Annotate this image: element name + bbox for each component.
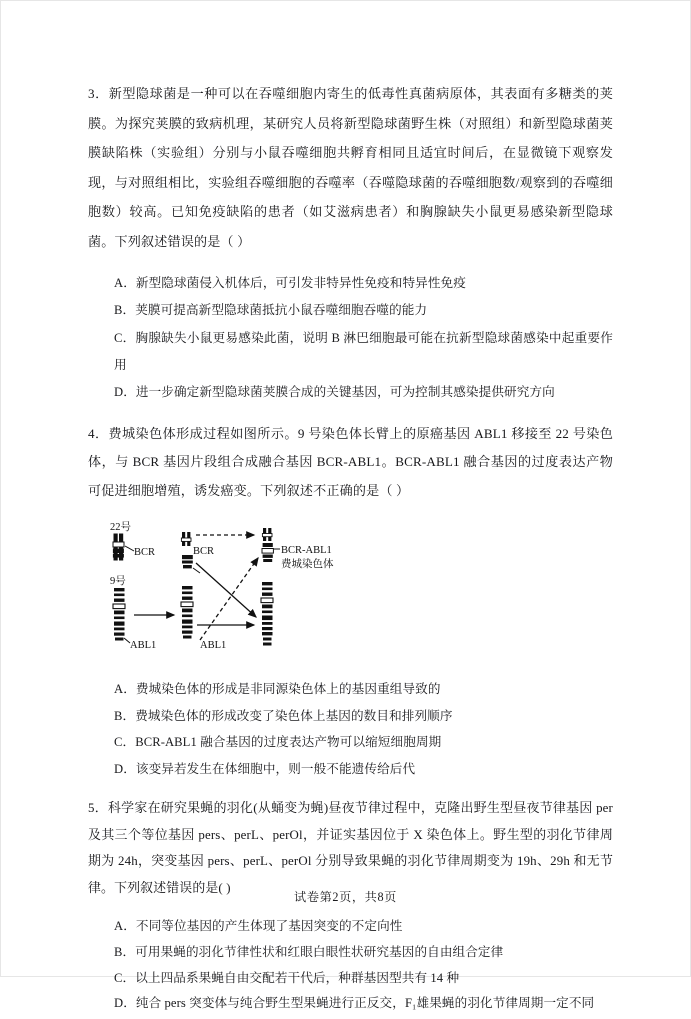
question-5-stem: 5．科学家在研究果蝇的羽化(从蛹变为蝇)昼夜节律过程中，克隆出野生型昼夜节律基因 per 及其三个等位基因 pers、perL、perOl，并证实基因位于 X 染色体上。野生型的羽化节律周期为 24h，突变基因 pers、perL、perOl 分别导致果蝇的羽化节律周期变为 19h、29h 和无节律。下列叙述错误的是( ) [88, 801, 613, 895]
label-abl1-mid: ABL1 [200, 640, 227, 652]
question-4-stem: 4．费城染色体形成过程如图所示。9 号染色体长臂上的原癌基因 ABL1 移接至 22 号染色体，与 BCR 基因片段组合成融合基因 BCR-ABL1。BCR-ABL1 融合基因的过度表达产物可促进细胞增殖，诱发癌变。下列叙述不正确的是（ ） [88, 425, 613, 498]
label-abl1-left: ABL1 [130, 640, 157, 652]
label-bcr-mid: BCR [193, 546, 215, 558]
question-5 [88, 795, 613, 1016]
philadelphia-chromosome [262, 528, 273, 562]
question-4-option-d[interactable]: D．该变异若发生在体细胞中，则一般不能遗传给后代 [114, 761, 416, 776]
chromosome-22-broken [181, 532, 192, 568]
label-bcr-abl1: BCR-ABL1 [281, 545, 332, 557]
question-3-option-a[interactable]: A．新型隐球菌侵入机体后，可引发非特异性免疫和特异性免疫 [114, 275, 466, 290]
question-3-stem: 3．新型隐球菌是一种可以在吞噬细胞内寄生的低毒性真菌病原体，其表面有多糖类的荚膜。为探究荚膜的致病机理，某研究人员将新型隐球菌野生株（对照组）和新型隐球菌荚膜缺陷株（实验组）分别与小鼠吞噬细胞共孵育相同且适宜时间后，在显微镜下观察发现，与对照组相比，实验组吞噬细胞的吞噬率（吞噬隐球菌的吞噬细胞数/观察到的吞噬细胞数）较高。已知免疫缺陷的患者（如艾滋病患者）和胸腺缺失小鼠更易感染新型隐球菌。下列叙述错误的是（ ） [88, 86, 613, 250]
question-3-option-d[interactable]: D．进一步确定新型隐球菌荚膜合成的关键基因，可为控制其感染提供研究方向 [114, 385, 555, 400]
question-5-option-a[interactable]: A．不同等位基因的产生体现了基因突变的不定向性 [114, 919, 403, 934]
question-5-option-c[interactable]: C．以上四品系果蝇自由交配若干代后，种群基因型共有 14 种 [114, 970, 460, 985]
label-philadelphia: 费城染色体 [281, 559, 334, 571]
question-3 [88, 79, 613, 407]
question-4-option-b[interactable]: B．费城染色体的形成改变了染色体上基因的数目和排列顺序 [114, 708, 453, 723]
chromosome-9-broken [181, 586, 193, 639]
question-3-option-b[interactable]: B．荚膜可提高新型隐球菌抵抗小鼠吞噬细胞吞噬的能力 [114, 303, 428, 318]
derivative-chromosome-9 [261, 582, 273, 646]
question-5-options [88, 914, 613, 1016]
page-content [88, 66, 613, 1019]
question-5-option-b[interactable]: B．可用果蝇的羽化节律性状和红眼白眼性状研究基因的自由组合定律 [114, 944, 504, 959]
question-3-options [88, 270, 613, 407]
question-4-option-c[interactable]: C．BCR-ABL1 融合基因的过度表达产物可以缩短细胞周期 [114, 735, 442, 750]
philadelphia-chromosome-diagram [96, 518, 346, 670]
chromosome-9-original [113, 588, 125, 641]
page-footer: 试卷第2页，共8页 [294, 890, 397, 904]
question-5-option-d[interactable]: D．纯合 pers 突变体与纯合野生型果蝇进行正反交，F₁雄果蝇的羽化节律周期一定不同 [114, 996, 595, 1011]
question-3-option-c[interactable]: C．胸腺缺失小鼠更易感染此菌，说明 B 淋巴细胞最可能在抗新型隐球菌感染中起重要作用 [114, 330, 613, 372]
question-4-options [88, 676, 613, 782]
label-chr9: 9号 [110, 576, 126, 588]
label-leader-lines [124, 546, 280, 643]
label-chr22: 22号 [110, 522, 131, 534]
label-bcr-left: BCR [134, 547, 156, 559]
chromosome-22-original [113, 534, 124, 560]
question-4 [88, 420, 613, 783]
question-4-option-a[interactable]: A．费城染色体的形成是非同源染色体上的基因重组导致的 [114, 682, 441, 697]
